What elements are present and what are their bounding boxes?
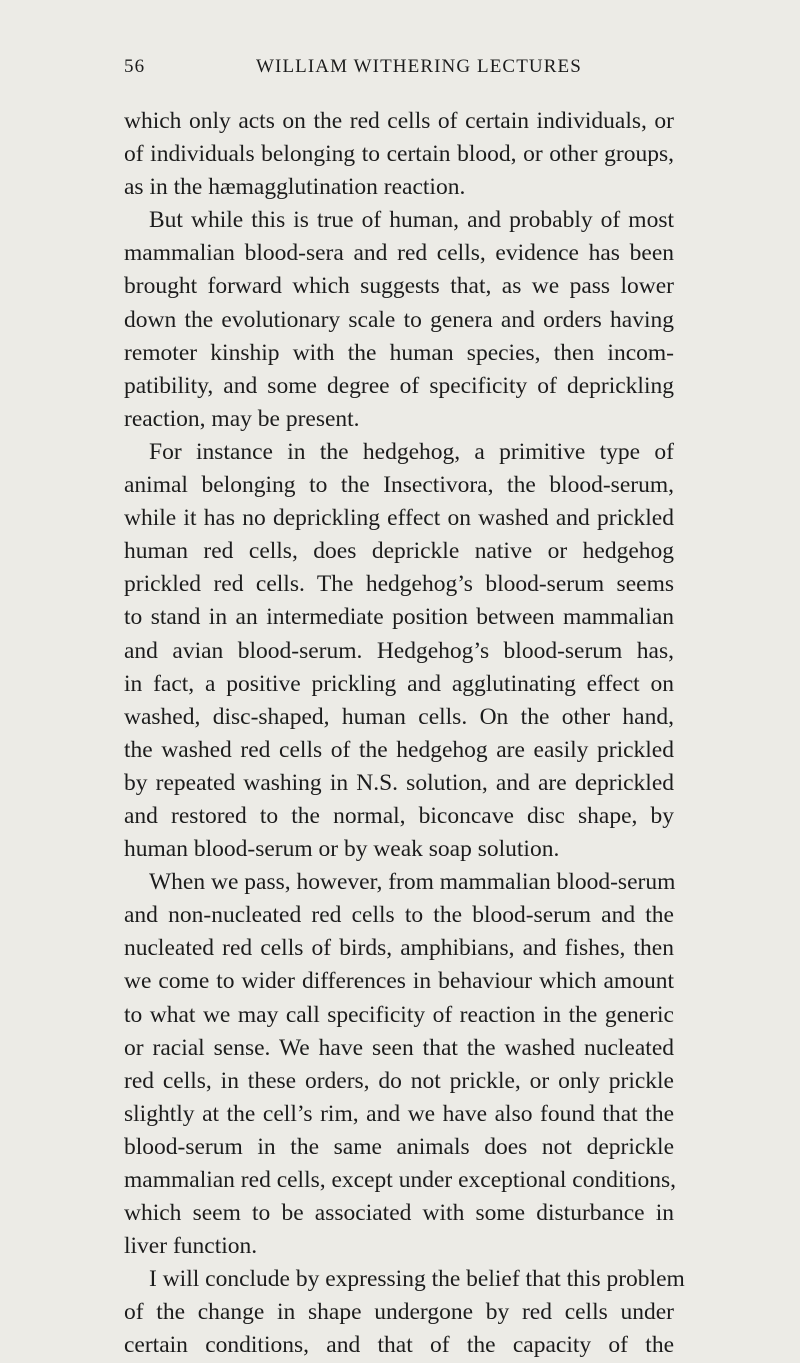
- text-line: by repeated washing in N.S. solution, and are deprickled: [124, 769, 674, 796]
- text-line: while it has no deprickling effect on washed and prickled: [124, 505, 674, 532]
- text-line: we come to wider differences in behaviour which amount: [124, 968, 674, 995]
- text-line: down the evolutionary scale to genera and orders having: [124, 306, 674, 333]
- text-line: red cells, in these orders, do not prickle, or only prickle: [124, 1067, 674, 1094]
- text-line: which only acts on the red cells of certain individuals, or: [124, 108, 674, 134]
- text-line: But while this is true of human, and probably of most: [149, 207, 674, 234]
- text-line: of the change in shape undergone by red cells under: [124, 1299, 674, 1326]
- text-line: remoter kinship with the human species, then incom-: [124, 339, 674, 366]
- text-line: which seem to be associated with some disturbance in: [124, 1200, 674, 1227]
- text-line: and non-nucleated red cells to the blood-serum and the: [124, 902, 674, 929]
- body-text: [124, 105, 685, 1363]
- text-line: as in the hæmagglutination reaction.: [124, 174, 466, 201]
- text-line: patibility, and some degree of specificity of deprickling: [124, 372, 674, 399]
- text-line: human red cells, does deprickle native or hedgehog: [124, 538, 674, 565]
- running-title: WILLIAM WITHERING LECTURES: [256, 56, 582, 77]
- text-line: the washed red cells of the hedgehog are easily prickled: [124, 736, 674, 763]
- text-line: reaction, may be present.: [124, 405, 360, 432]
- page-number: 56: [124, 56, 146, 77]
- text-line: of individuals belonging to certain blood, or other groups,: [124, 141, 674, 168]
- text-line: nucleated red cells of birds, amphibians, and fishes, then: [124, 935, 674, 962]
- text-line: or racial sense. We have seen that the washed nucleated: [124, 1034, 674, 1061]
- text-line: and avian blood-serum. Hedgehog’s blood-serum has,: [124, 637, 674, 664]
- text-line: For instance in the hedgehog, a primitive type of: [149, 438, 674, 465]
- text-line: brought forward which suggests that, as we pass lower: [124, 273, 674, 300]
- text-line: I will conclude by expressing the belief that this problem: [149, 1266, 685, 1293]
- text-line: When we pass, however, from mammalian blood-serum: [149, 869, 676, 896]
- text-line: mammalian blood-sera and red cells, evidence has been: [124, 240, 674, 267]
- text-line: animal belonging to the Insectivora, the blood-serum,: [124, 472, 674, 499]
- text-line: mammalian red cells, except under exceptional conditions,: [124, 1167, 677, 1193]
- text-line: human blood-serum or by weak soap solution.: [124, 836, 560, 863]
- text-line: prickled red cells. The hedgehog’s blood-serum seems: [124, 571, 674, 598]
- text-line: liver function.: [124, 1233, 258, 1260]
- text-line: slightly at the cell’s rim, and we have also found that the: [124, 1100, 674, 1127]
- text-line: certain conditions, and that of the capacity of the: [124, 1332, 674, 1359]
- running-head: [124, 56, 672, 86]
- text-line: washed, disc-shaped, human cells. On the other hand,: [124, 703, 674, 730]
- text-line: blood-serum in the same animals does not deprickle: [124, 1133, 674, 1160]
- text-line: to what we may call specificity of reaction in the generic: [124, 1001, 674, 1028]
- text-line: to stand in an intermediate position between mammalian: [124, 604, 674, 631]
- text-line: in fact, a positive prickling and agglutinating effect on: [124, 670, 674, 697]
- text-line: and restored to the normal, biconcave disc shape, by: [124, 802, 674, 829]
